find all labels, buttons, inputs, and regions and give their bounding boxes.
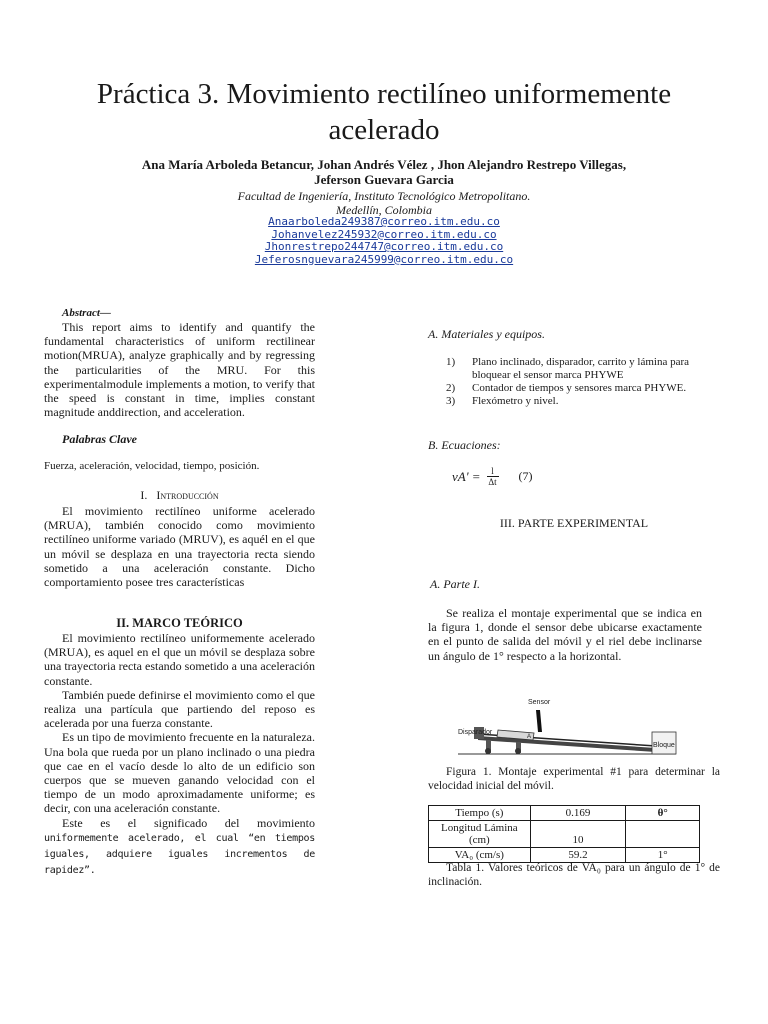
email-link[interactable]: Jhonrestrepo244747@correo.itm.edu.co [264, 240, 504, 253]
keywords-text: Fuerza, aceleración, velocidad, tiempo, posición. [44, 460, 260, 472]
list-item [446, 395, 716, 408]
table-row [429, 821, 700, 848]
email-link[interactable]: Anaarboleda249387@correo.itm.edu.co [268, 215, 500, 228]
disparador-label: Disparador [458, 729, 493, 736]
values-table [428, 805, 700, 863]
table-cell-label: Tiempo (s) [429, 806, 531, 821]
affiliation [60, 189, 708, 217]
table-cell-extra: θ° [626, 806, 700, 821]
sensor-icon [536, 710, 542, 732]
list-item [446, 382, 716, 395]
equation-denominator: Δt [488, 477, 497, 487]
experiment-setup-figure [456, 694, 678, 756]
parte-i-heading: A. Parte I. [430, 577, 480, 591]
email-list [60, 216, 708, 266]
list-item-number: 2) [446, 382, 456, 394]
abstract-paragraph: This report aims to identify and quantify the fundamental characteristics of uniform rectilinear motion(MRUA), analyze graphically and by regressing the particularities of the MRU. For this experimentalmodule implements a motion, to verify that the speed is constant in time, implies constant magnitude anddirection, and acceleration. [44, 320, 315, 420]
intro-paragraph: El movimiento rectilíneo uniforme acelerado (MRUA), también conocido como movimiento rectilíneo uniforme variado (MRUV), es aquél en el que un móvil se desplaza en una trayectoria recta siendo sometido a una aceleración constante. Dicho comportamiento posee tres características [44, 504, 315, 590]
table-caption [428, 861, 720, 889]
list-item [446, 356, 716, 382]
cart-label: A [527, 734, 532, 740]
figure-caption-text: Figura 1. Montaje experimental #1 para determinar la velocidad inicial del móvil. [428, 766, 720, 792]
table-row [429, 806, 700, 821]
marco-paragraph-3: Es un tipo de movimiento frecuente en la naturaleza. Una bola que rueda por un plano inclinado o una piedra que cae en el vacío desde lo alto de un edificio son cuerpos que se mueven ganando velocidad con el tiempo de un modo aproximadamente uniforme; es decir, con una aceleración constante. [44, 730, 315, 816]
marco-paragraph-1: El movimiento rectilíneo uniformemente acelerado (MRUA), es aquel en el que un móvil se desplaza sobre una trayectoria recta estando sometido a una aceleración constante. [44, 631, 315, 688]
parte-i-body [428, 606, 702, 663]
parte-i-paragraph: Se realiza el montaje experimental que se indica en la figura 1, donde el sensor debe ubicarse exactamente en el punto de salida del móvil y el riel debe inclinarse un ángulo de 1° respecto a la horizontal. [428, 606, 702, 663]
parte-experimental-heading: III. PARTE EXPERIMENTAL [499, 516, 649, 530]
figure-caption [428, 765, 720, 793]
list-item-text: Flexómetro y nivel. [472, 395, 559, 407]
equation [452, 466, 533, 487]
table-cell-value: 0.169 [530, 806, 626, 821]
marco-paragraph-4-end: uniformemente acelerado, el cual “en tiempos iguales, adquiere iguales incrementos de rapidez”. [44, 832, 315, 877]
intro-number: I. [140, 488, 148, 502]
keywords-heading: Palabras Clave [62, 432, 137, 446]
table-cell-extra: 1° [626, 848, 700, 863]
authors [60, 157, 708, 187]
list-item-text: Contador de tiempos y sensores marca PHYWE. [472, 382, 687, 394]
authors-line-1: Ana María Arboleda Betancur, Johan Andrés Vélez , Jhon Alejandro Restrepo Villegas, [141, 157, 627, 172]
intro-heading [44, 488, 315, 503]
equation-lhs: vA' = [452, 468, 481, 484]
abstract-text [44, 320, 315, 419]
authors-line-2: Jeferson Guevara Garcia [314, 172, 454, 187]
bloque-label: Bloque [653, 742, 675, 749]
list-item-number: 1) [446, 356, 456, 368]
support-foot-icon [515, 748, 521, 754]
table-cell-value: 59.2 [530, 848, 626, 863]
list-item-text: Plano inclinado, disparador, carrito y lámina para bloquear el sensor marca PHYWE [472, 356, 690, 381]
table-cell-value: 10 [530, 821, 626, 848]
intro-body [44, 504, 315, 589]
marco-paragraph-4 [44, 816, 315, 879]
sensor-label: Sensor [528, 699, 551, 706]
list-item-number: 3) [446, 395, 456, 407]
ecuaciones-heading: B. Ecuaciones: [428, 438, 501, 452]
equation-numerator: l [491, 466, 494, 476]
abstract-heading: Abstract— [62, 307, 111, 319]
email-link[interactable]: Jeferosnguevara245999@correo.itm.edu.co [254, 252, 514, 266]
table-caption-text: Tabla 1. Valores teóricos de VA₀ para un ángulo de 1° de inclinación. [428, 862, 720, 888]
marco-paragraph-2: También puede definirse el movimiento como el que realiza una partícula que partiendo del reposo es acelerada por una fuerza constante. [44, 687, 315, 731]
affiliation-line-1: Facultad de Ingeniería, Instituto Tecnológico Metropolitano. [237, 189, 531, 203]
equation-number: (7) [518, 469, 533, 483]
intro-title: Introducción [156, 488, 219, 502]
affiliation-line-2: Medellín, Colombia [336, 203, 432, 217]
table-cell-label: VA₀ (cm/s) [429, 848, 531, 863]
materiales-list [446, 356, 716, 408]
table-cell-extra [626, 821, 700, 848]
support-foot-icon [485, 748, 491, 754]
marco-body [44, 631, 315, 878]
page-title: Práctica 3. Movimiento rectilíneo uniformemente acelerado [96, 78, 672, 146]
materiales-heading: A. Materiales y equipos. [428, 327, 545, 341]
table-cell-label: Longitud Lámina (cm) [429, 821, 531, 848]
equation-fraction [487, 466, 499, 487]
email-link[interactable]: Johanvelez245932@correo.itm.edu.co [271, 227, 497, 241]
marco-paragraph-4-start: Este es el significado del movimiento [62, 815, 315, 830]
marco-heading: II. MARCO TEÓRICO [116, 616, 243, 630]
